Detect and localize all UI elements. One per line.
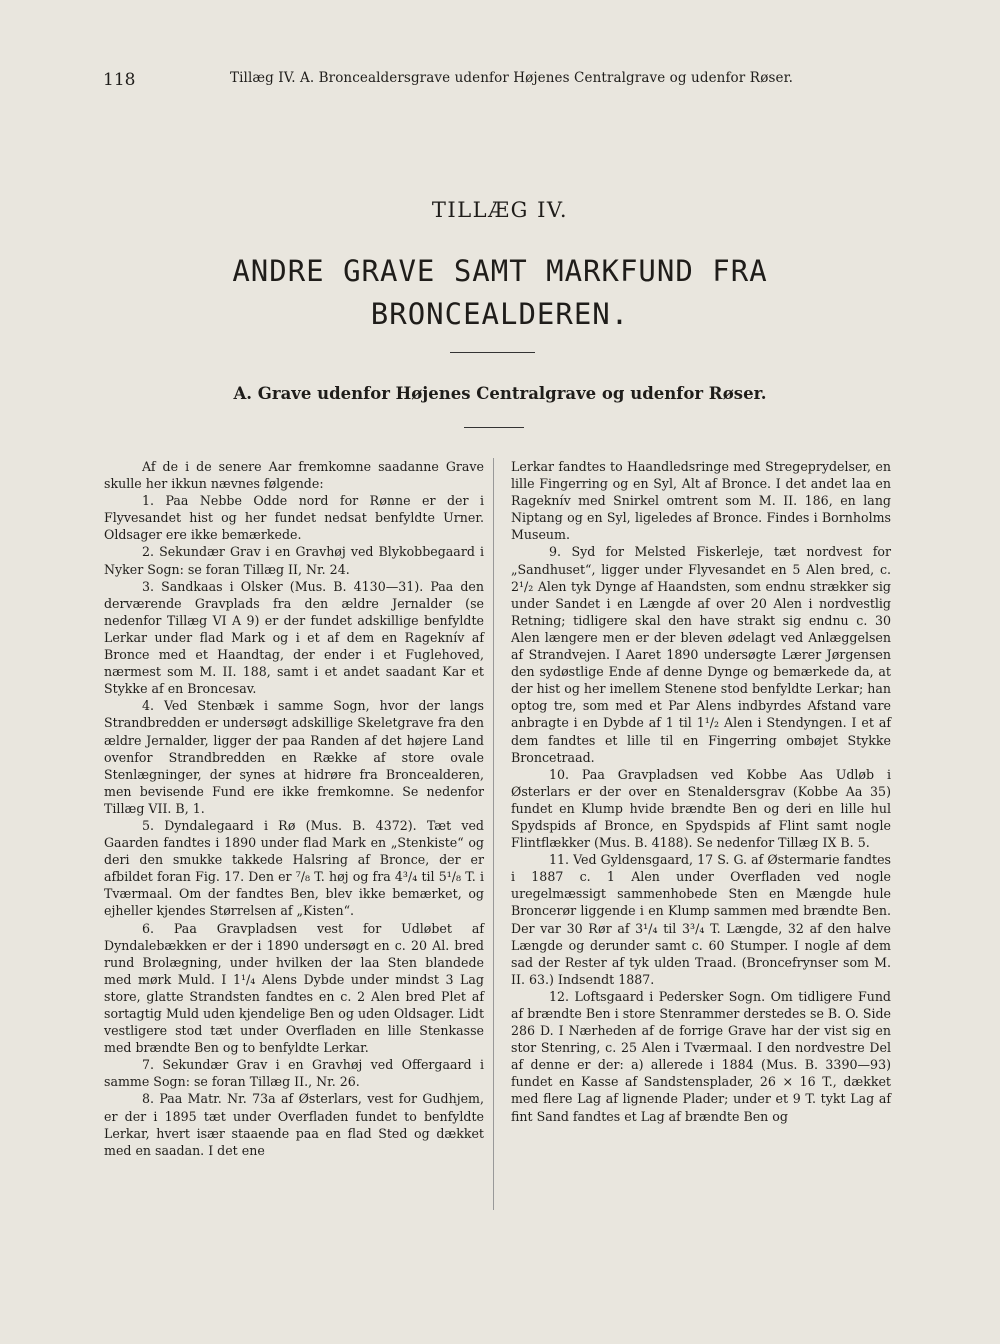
section-rule <box>464 427 524 428</box>
paragraph: Af de i de senere Aar fremkomne saadanne Grave skulle her ikkun nævnes følgende: <box>104 459 484 492</box>
right-column <box>511 458 891 1125</box>
paragraph: 11. Ved Gyldensgaard, 17 S. G. af Østermarie fandtes i 1887 c. 1 Alen under Overfladen ved nogle uregelmæssigt sammenhobede Sten en Mængde hule Broncerør liggende i en Klump sammen med brændte Ben. Der var 30 Rør af 3¹/₄ til 3³/₄ T. Længde, 32 af den halve Længde og derunder samt c. 60 Stumper. I nogle af dem sad der Rester af tyk ulden Traad. (Broncefrynser som M. II. 63.) Indsendt 1887. <box>511 852 891 987</box>
paragraph: 9. Syd for Melsted Fiskerleje, tæt nordvest for „Sandhuset“, ligger under Flyvesandet en 5 Alen bred, c. 2¹/₂ Alen tyk Dynge af Haandsten, som endnu strækker sig under Sandet i en Længde af over 20 Alen i nordvestlig Retning; tidligere skal den have strakt sig endnu c. 30 Alen længere men er der bleven ødelagt ved Anlæggelsen af Strandvejen. I Aaret 1890 undersøgte Lærer Jørgensen den sydøstlige Ende af denne Dynge og bemærkede da, at der hist og her imellem Stenene stod benfyldte Lerkar; han optog tre, som med et Par Alens indbyrdes Afstand vare anbragte i en Dybde af 1 til 1¹/₂ Alen i Stendyngen. I et af dem fandtes et lille til en Fingerring ombøjet Stykke Broncetraad. <box>511 544 891 765</box>
main-title <box>0 250 1000 336</box>
paragraph: 10. Paa Gravpladsen ved Kobbe Aas Udløb i Østerlars er der over en Stenaldersgrav (Kobbe Aa 35) fundet en Klump hvide brændte Ben og deri en lille hul Spydspids af Bronce, en Spydspids af Flint samt nogle Flintflækker (Mus. B. 4188). Se nedenfor Tillæg IX B. 5. <box>511 766 891 851</box>
left-column <box>104 458 484 1159</box>
title-rule <box>450 352 535 353</box>
paragraph: 12. Loftsgaard i Pedersker Sogn. Om tidligere Fund af brændte Ben i store Stenrammer derstedes se B. O. Side 286 D. I Nærheden af de forrige Grave har der vist sig en stor Stenring, c. 25 Alen i Tværmaal. I den nordvestre Del af denne er der: a) allerede i 1884 (Mus. B. 3390—93) fundet en Kasse af Sandstensplader, 26 × 16 T., dækket med flere Lag af lignende Plader; under et 9 T. tykt Lag af fint Sand fandtes et Lag af brændte Ben og <box>511 988 891 1124</box>
main-title-line-1: ANDRE GRAVE SAMT MARKFUND FRA <box>232 254 768 288</box>
paragraph: Lerkar fandtes to Haandledsringe med Stregeprydelser, en lille Fingerring og en Syl, Alt af Bronce. I det andet laa en Rageknív med Snirkel omtrent som M. II. 186, en lang Niptang og en Syl, ligeledes af Bronce. Findes i Bornholms Museum. <box>511 459 891 543</box>
paragraph: 4. Ved Stenbæk i samme Sogn, hvor der langs Strandbredden er undersøgt adskillige Skeletgrave fra den ældre Jernalder, ligger der paa Randen af det højere Land ovenfor Strandbredden en Række af store ovale Stenlægninger, der synes at hidrøre fra Broncealderen, men bevisende Fund ere ikke fremkomne. Se nedenfor Tillæg VII. B, 1. <box>104 698 484 816</box>
supplement-heading: TILLÆG IV. <box>431 198 569 222</box>
column-divider <box>493 458 494 1210</box>
paragraph: 6. Paa Gravpladsen vest for Udløbet af Dyndalebækken er der i 1890 undersøgt en c. 20 Al. bred rund Brolægning, under hvilken der laa Sten blandede med mørk Muld. I 1¹/₄ Alens Dybde under mindst 3 Lag store, glatte Strandsten fandtes en c. 2 Alen bred Plet af sortagtig Muld uden kjendelige Ben og uden Oldsager. Lidt vestligere stod tæt under Overfladen en lille Stenkasse med brændte Ben og to benfyldte Lerkar. <box>104 920 484 1056</box>
paragraph: 7. Sekundær Grav i en Gravhøj ved Offergaard i samme Sogn: se foran Tillæg II., Nr. 26. <box>104 1057 484 1090</box>
section-heading: A. Grave udenfor Højenes Centralgrave og udenfor Røser. <box>233 384 767 403</box>
paragraph: 8. Paa Matr. Nr. 73a af Østerlars, vest for Gudhjem, er der i 1895 tæt under Overfladen fundet to benfyldte Lerkar, hvert især staaende paa en flad Sted og dækket med en saadan. I det ene <box>104 1091 484 1158</box>
running-header: Tillæg IV. A. Broncealdersgrave udenfor Højenes Centralgrave og udenfor Røser. <box>230 70 794 86</box>
main-title-line-2: BRONCEALDEREN. <box>370 297 630 331</box>
paragraph: 3. Sandkaas i Olsker (Mus. B. 4130—31). Paa den derværende Gravplads fra den ældre Jernalder (se nedenfor Tillæg VI A 9) er der fundet adskillige benfyldte Lerkar under flad Mark og i et af dem en Rageknív af Bronce med et Haandtag, der ender i et Fuglehoved, nærmest som M. II. 188, samt i et andet saadant Kar et Stykke af en Broncesav. <box>104 578 484 697</box>
paragraph: 2. Sekundær Grav i en Gravhøj ved Blykobbegaard i Nyker Sogn: se foran Tillæg II, Nr. 24. <box>104 544 484 577</box>
page-number: 118 <box>103 70 136 90</box>
paragraph: 5. Dyndalegaard i Rø (Mus. B. 4372). Tæt ved Gaarden fandtes i 1890 under flad Mark en „Stenkiste“ og deri den smukke takkede Halsring af Bronce, der er afbildet foran Fig. 17. Den er ⁷/₈ T. høj og fra 4³/₄ til 5¹/₈ T. i Tværmaal. Om der fandtes Ben, blev ikke bemærket, og ejheller kjendes Størrelsen af „Kisten“. <box>104 817 484 919</box>
paragraph: 1. Paa Nebbe Odde nord for Rønne er der i Flyvesandet hist og her fundet nedsat benfyldte Urner. Oldsager ere ikke bemærkede. <box>104 493 484 543</box>
